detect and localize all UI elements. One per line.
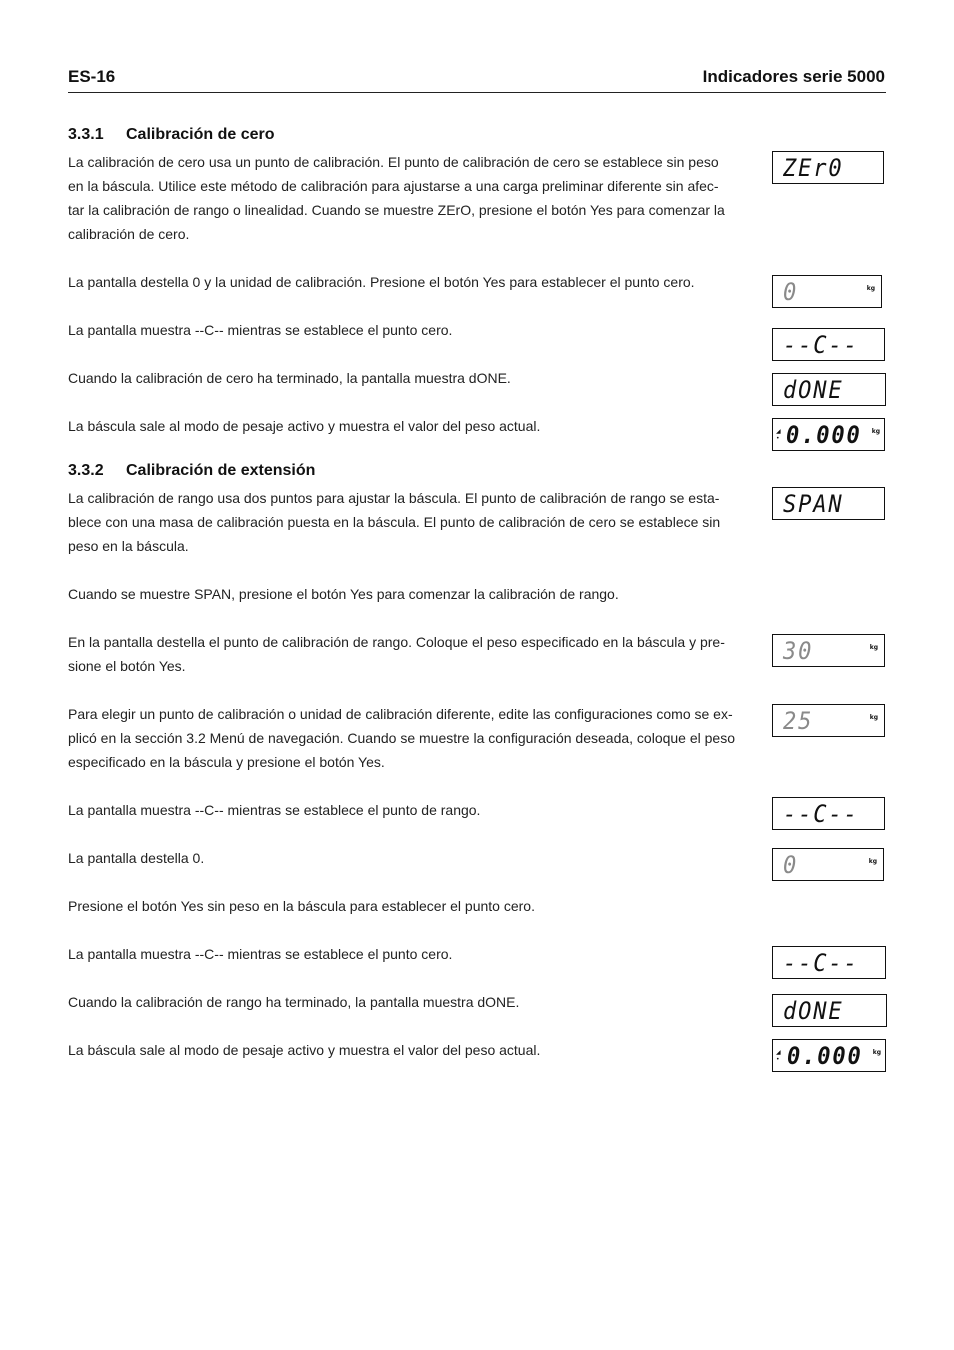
display-text: dONE — [783, 376, 844, 404]
paragraph — [68, 270, 758, 294]
lcd-display-span-point-25 — [772, 704, 885, 737]
text-line: calibración de cero. — [68, 226, 190, 242]
display-text: 25 — [783, 707, 814, 735]
text-line: La báscula sale al modo de pesaje activo y muestra el valor del peso actual. — [68, 418, 541, 434]
lcd-display-calibrating — [772, 797, 885, 830]
paragraph — [68, 630, 758, 678]
text-line: tar la calibración de rango o linealidad. Cuando se muestre ZErO, presione el botón Yes para comenzar la — [68, 202, 725, 218]
paragraph — [68, 318, 758, 342]
display-unit: kg — [872, 1049, 881, 1056]
display-unit: kg — [869, 644, 878, 651]
text-line: plicó en la sección 3.2 Menú de navegación. Cuando se muestre la configuración deseada, coloque el peso — [68, 730, 735, 746]
display-unit: kg — [871, 428, 880, 435]
display-text: --C-- — [783, 949, 859, 977]
display-text: 0 — [783, 278, 799, 306]
lcd-display-calibrating — [772, 946, 886, 979]
status-indicator-icon: ◢ • — [776, 428, 781, 442]
paragraph — [68, 798, 758, 822]
paragraph — [68, 990, 758, 1014]
display-text: 0.000 — [786, 1042, 863, 1070]
text-line: Cuando la calibración de cero ha terminado, la pantalla muestra dONE. — [68, 370, 511, 386]
display-text: SPAN — [783, 490, 844, 518]
text-line: Cuando se muestre SPAN, presione el botón Yes para comenzar la calibración de rango. — [68, 586, 619, 602]
text-line: blece con una masa de calibración puesta en la báscula. El punto de calibración de cero se establece sin — [68, 514, 721, 530]
lcd-display-span — [772, 487, 885, 520]
paragraph — [68, 702, 758, 774]
text-line: La pantalla muestra --C-- mientras se establece el punto cero. — [68, 322, 453, 338]
lcd-display-calibrating — [772, 328, 885, 361]
lcd-display-weight — [772, 1039, 886, 1072]
lcd-display-flashing-zero — [772, 848, 884, 881]
text-line: peso en la báscula. — [68, 538, 189, 554]
lcd-display-done — [772, 994, 887, 1027]
display-text: 0.000 — [785, 421, 862, 449]
text-line: Presione el botón Yes sin peso en la báscula para establecer el punto cero. — [68, 898, 535, 914]
text-line: Cuando la calibración de rango ha terminado, la pantalla muestra dONE. — [68, 994, 520, 1010]
display-text: --C-- — [783, 800, 859, 828]
text-line: La pantalla muestra --C-- mientras se establece el punto de rango. — [68, 802, 481, 818]
text-line: En la pantalla destella el punto de calibración de rango. Coloque el peso especificado en la báscula y pre- — [68, 634, 725, 650]
text-line: en la báscula. Utilice este método de calibración para ajustarse a una carga preliminar diferente sin afec- — [68, 178, 719, 194]
paragraph — [68, 582, 758, 606]
lcd-display-zero — [772, 151, 884, 184]
paragraph — [68, 414, 758, 438]
display-text: ZEr0 — [783, 154, 844, 182]
lcd-display-flashing-zero — [772, 275, 882, 308]
page-number: ES-16 — [68, 67, 116, 86]
section-title: Calibración de extensión — [126, 462, 316, 479]
section-heading-span-calibration — [68, 462, 315, 480]
header-divider — [68, 92, 886, 93]
lcd-display-weight — [772, 418, 885, 451]
text-line: Para elegir un punto de calibración o unidad de calibración diferente, edite las configuraciones como se ex- — [68, 706, 733, 722]
paragraph — [68, 366, 758, 390]
status-indicator-icon: ◢ • — [776, 1049, 781, 1063]
paragraph — [68, 894, 758, 918]
paragraph — [68, 486, 758, 558]
paragraph — [68, 942, 758, 966]
display-unit: kg — [868, 858, 877, 865]
section-title: Calibración de cero — [126, 126, 275, 143]
section-heading-zero-calibration — [68, 126, 275, 144]
display-text: dONE — [783, 997, 844, 1025]
section-number: 3.3.2 — [68, 462, 104, 479]
text-line: La calibración de cero usa un punto de calibración. El punto de calibración de cero se establece sin peso — [68, 154, 719, 170]
paragraph — [68, 150, 758, 246]
display-unit: kg — [869, 714, 878, 721]
paragraph — [68, 1038, 758, 1062]
text-line: especificado en la báscula y presione el botón Yes. — [68, 754, 385, 770]
text-line: La pantalla muestra --C-- mientras se establece el punto cero. — [68, 946, 453, 962]
display-text: 30 — [783, 637, 814, 665]
lcd-display-span-point-30 — [772, 634, 885, 667]
text-line: La calibración de rango usa dos puntos para ajustar la báscula. El punto de calibración de rango se esta- — [68, 490, 720, 506]
text-line: La báscula sale al modo de pesaje activo y muestra el valor del peso actual. — [68, 1042, 541, 1058]
display-text: 0 — [783, 851, 799, 879]
text-line: La pantalla destella 0. — [68, 850, 205, 866]
display-text: --C-- — [783, 331, 859, 359]
text-line: La pantalla destella 0 y la unidad de calibración. Presione el botón Yes para establecer el punto cero. — [68, 274, 695, 290]
document-title: Indicadores serie 5000 — [702, 67, 885, 86]
lcd-display-done — [772, 373, 886, 406]
display-unit: kg — [866, 285, 875, 292]
section-number: 3.3.1 — [68, 126, 104, 143]
paragraph — [68, 846, 758, 870]
text-line: sione el botón Yes. — [68, 658, 186, 674]
